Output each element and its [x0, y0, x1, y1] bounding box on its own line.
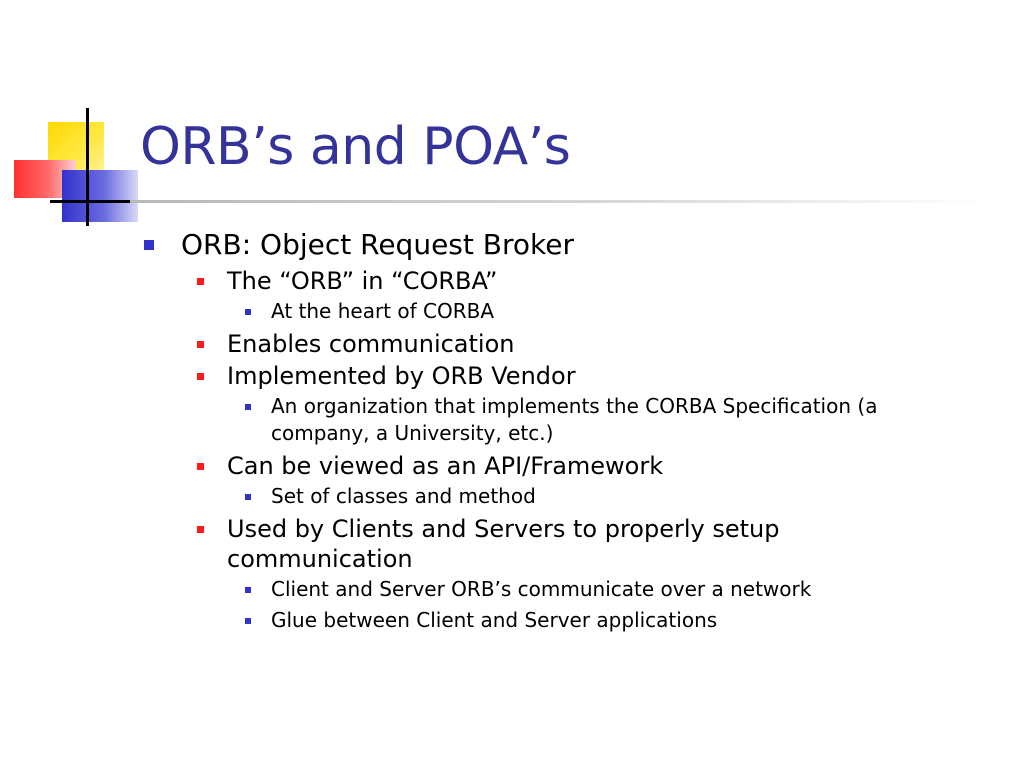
square-bullet-icon	[245, 587, 251, 593]
bullet-list	[0, 226, 1024, 638]
sub-sub-bullet-item	[0, 576, 971, 603]
square-bullet-icon	[197, 526, 204, 533]
logo-vertical-line	[86, 108, 89, 226]
bullet-text: Enables communication	[227, 330, 515, 358]
bullet-text: Glue between Client and Server applications	[271, 608, 718, 632]
bullet-text: At the heart of CORBA	[271, 299, 495, 323]
sub-sub-bullet-item	[0, 607, 971, 634]
bullet-text: An organization that implements the CORBA Specification (a company, a University, etc.)	[271, 394, 878, 445]
sub-bullet-item	[0, 451, 967, 481]
sub-sub-bullet-item	[0, 393, 971, 447]
slide-logo	[0, 0, 150, 240]
sub-sub-bullet-item	[0, 298, 971, 325]
bullet-text: ORB: Object Request Broker	[181, 228, 574, 261]
square-bullet-icon	[197, 373, 204, 380]
bullet-text: Client and Server ORB’s communicate over a network	[271, 577, 812, 601]
square-bullet-icon	[144, 240, 154, 250]
sub-bullet-item	[0, 329, 967, 359]
square-bullet-icon	[245, 618, 251, 624]
bullet-text: The “ORB” in “CORBA”	[227, 267, 498, 295]
bullet-text: Implemented by ORB Vendor	[227, 362, 576, 390]
title-underline	[130, 200, 990, 203]
square-bullet-icon	[245, 404, 251, 410]
slide-title: ORB’s and POA’s	[140, 117, 571, 177]
logo-blue-square	[62, 170, 138, 222]
bullet-text: Used by Clients and Servers to properly setup communication	[227, 515, 780, 573]
bullet-text: Can be viewed as an API/Framework	[227, 452, 664, 480]
sub-bullet-item	[0, 266, 967, 296]
square-bullet-icon	[197, 341, 204, 348]
square-bullet-icon	[197, 278, 204, 285]
bullet-item	[0, 226, 961, 264]
sub-bullet-item	[0, 361, 967, 391]
square-bullet-icon	[245, 494, 251, 500]
bullet-text: Set of classes and method	[271, 484, 536, 508]
square-bullet-icon	[197, 463, 204, 470]
sub-sub-bullet-item	[0, 483, 971, 510]
square-bullet-icon	[245, 309, 251, 315]
sub-bullet-item	[0, 514, 967, 574]
